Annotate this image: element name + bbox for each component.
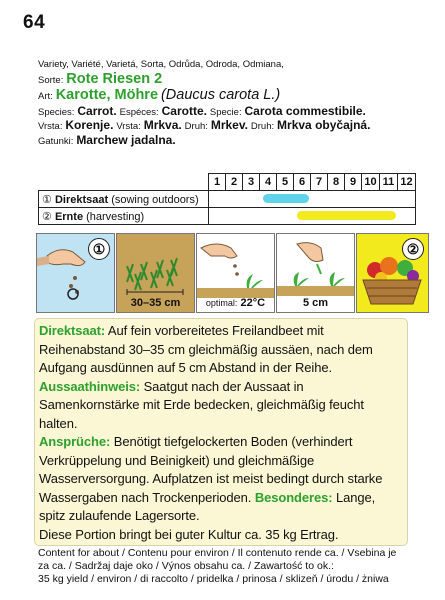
temperature-label: optimal: [205,298,238,308]
gatunki-value: Marchew jadalna. [76,132,176,147]
sorte-row [38,72,430,87]
calendar-row-sowing [39,191,416,208]
calendar-label-harvest [39,208,209,225]
month-1: 1 [209,174,226,191]
besonderes-text: Lange, spitz zulaufende Lagersorte. [39,489,376,523]
sorte-value: Rote Riesen 2 [66,70,163,87]
harvest-period-bar [297,211,396,220]
cultivation-instructions [34,318,408,546]
seed-header [38,60,430,148]
yield-text: Diese Portion bringt bei guter Kultur ca. 35 kg Ertrag. [39,526,339,542]
calendar-label-sowing [39,191,209,208]
row-spacing-caption: 30–35 cm [130,297,181,309]
species-it-label: Specie: [209,106,242,118]
sowing-period-bar [263,194,309,203]
gatunki-label: Gatunki: [38,135,74,147]
species-fr-label: Espéces: [119,106,159,118]
ansprueche-label: Ansprüche: [39,434,111,449]
sowing-calendar [38,173,416,225]
species-row [38,105,430,118]
page-number: 64 [23,12,46,33]
pictogram-sowing [36,233,115,313]
direktsaat-label: Direktsaat: [39,323,106,338]
month-2: 2 [226,174,243,191]
vrsta-hr-label: Vrsta: [116,121,141,132]
footer-line-3: 35 kg yield / environ / di raccolto / pridelka / prinosa / sklizeň / úrodu / żniwa [38,573,389,585]
step-1-badge: ① [88,238,110,260]
circle-1-icon: ① [42,193,52,206]
variety-label: Variety, Variété, Varietá, Sorta, Odrůda, Odroda, Odmiana, [38,59,284,70]
vrsta-sl-label: Vrsta: [38,121,63,132]
month-9: 9 [345,174,362,191]
month-10: 10 [362,174,380,191]
vrsta-row [38,119,430,132]
druh-cs-value: Mrkev. [210,118,248,132]
sowing-sub: (sowing outdoors) [111,193,199,206]
species-fr-value: Carotte. [161,103,207,118]
month-6: 6 [294,174,311,191]
druh-cs-label: Druh: [184,121,208,132]
sowing-name: Direktsaat [54,193,109,206]
aussaathinweis-label: Aussaathinweis: [39,378,141,394]
besonderes-label: Besonderes: [254,489,333,505]
sorte-label: Sorte: [38,74,64,86]
species-en-value: Carrot. [77,103,117,118]
step-2-badge: ② [402,238,424,260]
harvest-bar-track [209,208,416,225]
month-7: 7 [311,174,328,191]
species-en-label: Species: [38,106,75,118]
calendar-corner [39,174,209,191]
druh-sk-value: Mrkva obyčajná. [277,118,371,132]
gatunki-row [38,134,430,147]
aussaathinweis-text: Saatgut nach der Aussaat in Samenkornstärke mit Erde bedecken, gleichmäßig feucht halten. [39,378,364,431]
month-11: 11 [380,174,398,191]
direktsaat-text: Auf fein vorbereitetes Freilandbeet mit Reihenabstand 30–35 cm gleichmäßig aussäen, nach dem Aufgang ausdünnen auf 5 cm Abstand in der Reihe. [39,323,373,375]
pictogram-temperature [196,233,275,313]
sowing-bar-area [209,191,415,207]
harvest-name: Ernte [54,210,84,223]
temperature-value: 22°C [240,297,266,309]
art-label: Art: [38,91,53,102]
druh-sk-label: Druh: [250,121,275,132]
month-3: 3 [243,174,260,191]
yield-footer [38,547,434,586]
vrsta-hr-value: Mrkva. [143,118,182,132]
calendar-month-row [39,174,416,191]
footer-line-1: Content for about / Contenu pour environ / Il contenuto rende ca. / Vsebina je [38,547,397,559]
pictogram-strip [36,233,420,313]
vrsta-sl-value: Korenje. [65,118,114,132]
month-5: 5 [277,174,294,191]
footer-line-2: za ca. / Sadržaj daje oko / Výnos obsahu ca. / Zawartość to ok.: [38,560,334,572]
month-12: 12 [398,174,416,191]
month-4: 4 [260,174,277,191]
pictogram-thinning [276,233,355,313]
species-it-value: Carota commestibile. [244,103,366,118]
thinning-caption: 5 cm [302,297,329,309]
temperature-caption [197,297,274,309]
sowing-bar-track [209,191,416,208]
ansprueche-text: Benötigt tiefgelockerten Boden (verhindert Verkrüppelung und Beinigkeit) und gleichmäßige Wasserversorgung. Aufplatzen ist meist bedingt durch starke Wassergaben nach Trockenperioden. [39,434,383,505]
pictogram-row-spacing [116,233,195,313]
art-value: Karotte, Möhre [55,87,159,103]
art-latin: (Daucus carota L.) [160,87,281,103]
month-8: 8 [328,174,345,191]
art-row [38,88,430,103]
harvest-bar-area [209,208,415,224]
pictogram-harvest [356,233,429,313]
circle-2-icon: ② [42,210,52,223]
harvest-sub: (harvesting) [86,210,145,223]
calendar-row-harvest [39,208,416,225]
